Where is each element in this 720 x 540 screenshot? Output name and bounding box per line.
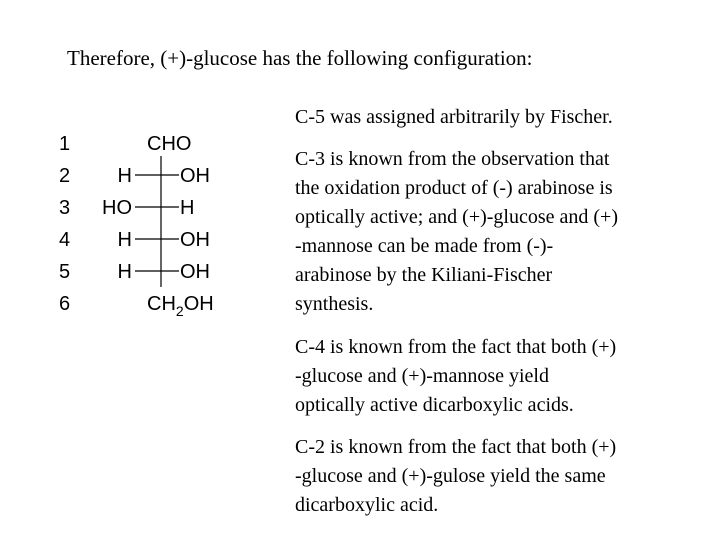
paragraph-c2 — [295, 433, 700, 520]
paragraph-line: C-4 is known from the fact that both (+) — [295, 336, 617, 358]
paragraph-line: -glucose and (+)-gulose yield the same — [295, 465, 606, 487]
paragraph-c5 — [295, 103, 700, 132]
row4-right-group: OH — [180, 229, 210, 251]
bottom-group-ch2oh — [147, 293, 214, 319]
paragraph-line: -glucose and (+)-mannose yield — [295, 365, 549, 387]
top-group-cho: CHO — [147, 133, 192, 155]
row5-left-group: H — [117, 261, 132, 283]
paragraph-c3 — [295, 145, 700, 319]
row2-left-group: H — [117, 165, 132, 187]
bottom-group-subscript: 2 — [175, 303, 184, 319]
row-number-5: 5 — [59, 261, 71, 283]
paragraph-line: the oxidation product of (-) arabinose is — [295, 177, 613, 199]
paragraph-line: optically active dicarboxylic acids. — [295, 394, 574, 416]
paragraph-line: C-3 is known from the observation that — [295, 148, 610, 170]
row-number-4: 4 — [59, 229, 71, 251]
paragraph-c4 — [295, 333, 700, 420]
paragraph-line: -mannose can be made from (-)- — [295, 235, 554, 257]
row2-right-group: OH — [180, 165, 210, 187]
row-number-1: 1 — [59, 133, 71, 155]
row5-right-group: OH — [180, 261, 210, 283]
fischer-projection — [0, 0, 300, 330]
row-number-6: 6 — [59, 293, 71, 315]
paragraph-line: synthesis. — [295, 293, 374, 315]
bottom-group-oh: OH — [183, 293, 214, 315]
row3-left-group: HO — [102, 197, 132, 219]
paragraph-line: dicarboxylic acid. — [295, 494, 439, 516]
row-number-3: 3 — [59, 197, 71, 219]
paragraph-line: C-2 is known from the fact that both (+) — [295, 436, 617, 458]
paragraph-line: optically active; and (+)-glucose and (+) — [295, 206, 618, 228]
row3-right-group: H — [180, 197, 195, 219]
slide-heading: Therefore, (+)-glucose has the following configuration: — [67, 46, 533, 70]
bottom-group-ch: CH — [147, 293, 176, 315]
row-number-2: 2 — [59, 165, 71, 187]
row4-left-group: H — [117, 229, 132, 251]
paragraph-line: arabinose by the Kiliani-Fischer — [295, 264, 553, 286]
paragraph-line: C-5 was assigned arbitrarily by Fischer. — [295, 106, 613, 128]
